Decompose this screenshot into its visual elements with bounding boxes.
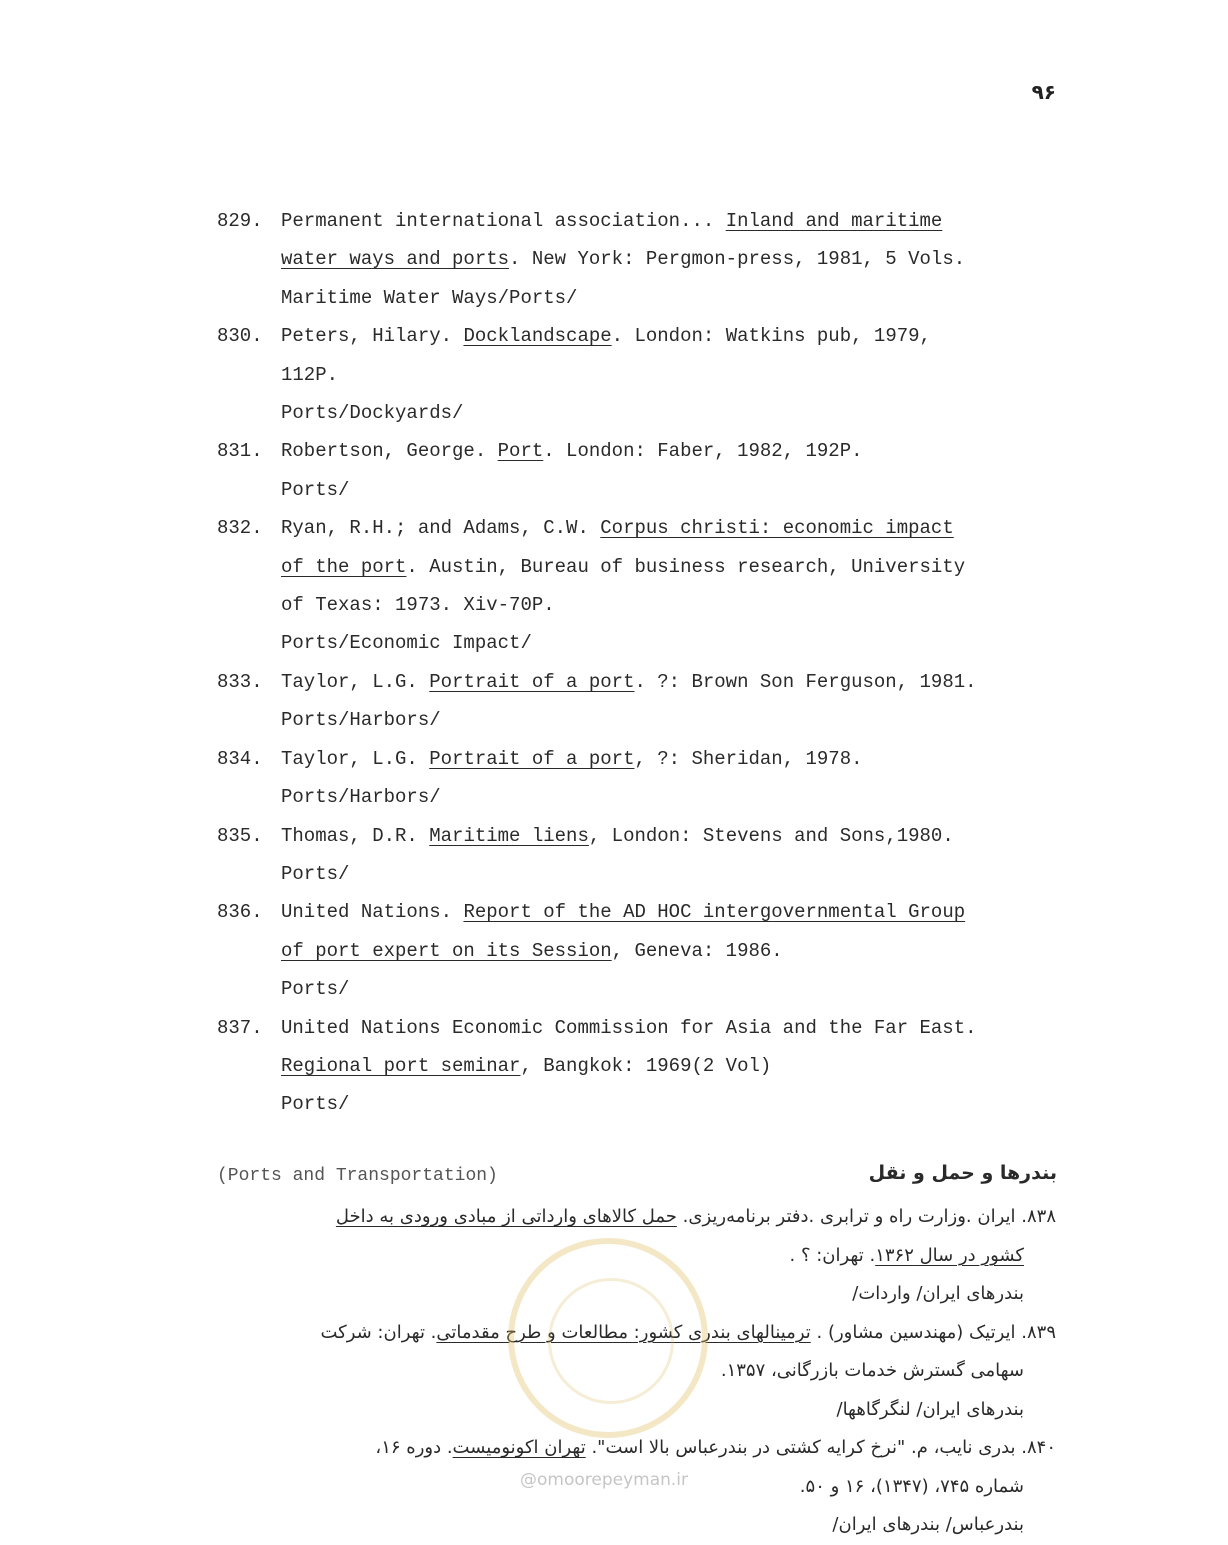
entry-line [281, 1009, 1077, 1047]
entry-title: of the port [281, 555, 407, 578]
entry-body [281, 740, 1077, 817]
entry-text: Ports/Harbors/ [281, 786, 441, 809]
bibliography-entry [217, 509, 1077, 663]
entry-number: 832. [217, 517, 263, 540]
entry-line [281, 663, 1077, 701]
entry-text: Peters, Hilary. [281, 325, 464, 348]
entry-body [281, 432, 1077, 509]
watermark: @omoorepeyman.ir [520, 1470, 689, 1490]
entry-body [281, 663, 1077, 740]
bibliography-list-persian [196, 1198, 1056, 1545]
entry-text: . Austin, Bureau of business research, University [406, 555, 966, 578]
entry-text: United Nations. [281, 901, 464, 924]
section-header [217, 1162, 1057, 1198]
entry-text: Ports/Economic Impact/ [281, 632, 532, 655]
entry-text: بندرعباس/ بندرهای ایران/ [832, 1514, 1024, 1535]
entry-line [281, 394, 1077, 432]
entry-text: . ?: Brown Son Ferguson, 1981. [634, 670, 977, 693]
entry-text: . London: Faber, 1982, 192P. [543, 440, 863, 463]
entry-text: 112P. [281, 363, 339, 386]
entry-text: Ports/ [281, 978, 350, 1001]
entry-text: Ryan, R.H.; and Adams, C.W. [281, 517, 601, 540]
entry-number: 836. [217, 901, 263, 924]
bibliography-list-english [217, 202, 1077, 1124]
entry-line [281, 471, 1077, 509]
entry-title: حمل کالاهای وارداتی از مبادی ورودی به داخل [335, 1206, 677, 1227]
entry-line [281, 893, 1077, 931]
entry-text: Ports/ [281, 862, 350, 885]
entry-title: Docklandscape [463, 325, 612, 348]
page-number: ۹۶ [1031, 80, 1056, 104]
entry-text: Ports/Harbors/ [281, 709, 441, 732]
entry-number: 834. [217, 747, 263, 770]
entry-number: 829. [217, 210, 263, 232]
entry-text: Ports/ [281, 1093, 350, 1116]
bibliography-entry-persian [196, 1314, 1056, 1430]
entry-text: Maritime Water Ways/Ports/ [281, 286, 578, 309]
entry-body [281, 1009, 1077, 1124]
entry-line [196, 1314, 1056, 1353]
entry-title: Portrait of a port [429, 747, 635, 770]
bibliography-entry [217, 817, 1077, 894]
bibliography-entry-persian [196, 1198, 1056, 1314]
entry-number: 831. [217, 440, 263, 463]
entry-text: Taylor, L.G. [281, 747, 430, 770]
entry-body [281, 202, 1077, 317]
bibliography-entry [217, 202, 1077, 317]
entry-line [196, 1506, 1056, 1545]
entry-number: 833. [217, 670, 263, 693]
entry-number: 830. [217, 325, 263, 348]
entry-line [281, 1047, 1077, 1085]
entry-line [281, 1085, 1077, 1123]
entry-title: Portrait of a port [429, 670, 635, 693]
entry-title: Port [497, 440, 544, 463]
entry-line [281, 586, 1077, 624]
entry-text: . تهران: ؟ . [789, 1244, 876, 1266]
entry-line [196, 1429, 1056, 1468]
entry-title: Report of the AD HOC intergovernmental Group [463, 901, 966, 924]
entry-line [281, 778, 1077, 816]
entry-title: Maritime liens [429, 824, 589, 847]
entry-text: , ?: Sheridan, 1978. [634, 747, 863, 770]
entry-title: Inland and maritime [725, 210, 943, 232]
entry-number: 837. [217, 1016, 263, 1039]
entry-text: . دوره ۱۶، [375, 1437, 453, 1458]
entry-line [281, 202, 1077, 240]
entry-line [281, 548, 1077, 586]
entry-title: Regional port seminar [281, 1054, 521, 1077]
entry-title: تهران اکونومیست [452, 1437, 586, 1458]
entry-line [281, 240, 1077, 278]
entry-body [281, 509, 1077, 663]
entry-body [281, 817, 1077, 894]
entry-line [281, 317, 1077, 355]
entry-text: . London: Watkins pub, 1979, [611, 325, 931, 348]
bibliography-entry [217, 432, 1077, 509]
entry-line [281, 356, 1077, 394]
entry-line [281, 701, 1077, 739]
entry-text: United Nations Economic Commission for Asia and the Far East. [281, 1016, 977, 1039]
entry-text: Taylor, L.G. [281, 670, 430, 693]
entry-line [281, 817, 1077, 855]
entry-text: ۸۴۰. بدری نایب، م. "نرخ کرایه کشتی در بندرعباس بالا است". [585, 1437, 1056, 1458]
entry-line [196, 1237, 1056, 1276]
entry-text: شماره ۷۴۵، (۱۳۴۷)، ۱۶ و ۵۰. [799, 1475, 1024, 1497]
entry-text: Thomas, D.R. [281, 824, 430, 847]
entry-line [281, 432, 1077, 470]
section-title-english: (Ports and Transportation) [217, 1166, 498, 1186]
bibliography-entry [217, 663, 1077, 740]
entry-line [281, 855, 1077, 893]
entry-text: Ports/Dockyards/ [281, 402, 464, 425]
entry-line [196, 1352, 1056, 1391]
entry-line [196, 1391, 1056, 1430]
entry-line [281, 509, 1077, 547]
entry-text: , Geneva: 1986. [611, 939, 783, 962]
bibliography-entry [217, 740, 1077, 817]
entry-body [281, 893, 1077, 1008]
entry-text: , Bangkok: 1969(2 Vol) [520, 1054, 772, 1077]
bibliography-entry [217, 893, 1077, 1008]
entry-text: . تهران: شرکت [320, 1321, 437, 1343]
entry-line [281, 932, 1077, 970]
bibliography-entry [217, 317, 1077, 432]
entry-title: water ways and ports [281, 248, 510, 271]
entry-line [281, 740, 1077, 778]
entry-text: Ports/ [281, 478, 350, 501]
entry-text: . New York: Pergmon-press, 1981, 5 Vols. [509, 248, 966, 271]
entry-text: سهامی گسترش خدمات بازرگانی، ۱۳۵۷. [720, 1360, 1024, 1381]
entry-text: بندرهای ایران/ لنگرگاهها/ [836, 1398, 1024, 1420]
entry-line [196, 1198, 1056, 1237]
entry-title: کشور در سال ۱۳۶۲ [875, 1244, 1024, 1266]
entry-line [281, 624, 1077, 662]
entry-title: of port expert on its Session [281, 939, 612, 962]
entry-body [281, 317, 1077, 432]
entry-line [281, 970, 1077, 1008]
entry-text: Permanent international association... [281, 210, 726, 232]
entry-number: 835. [217, 824, 263, 847]
entry-text: Robertson, George. [281, 440, 498, 463]
entry-text: ۸۳۸. ایران .وزارت راه و ترابری .دفتر برنامه‌ریزی. [676, 1206, 1056, 1227]
entry-text: of Texas: 1973. Xiv-70P. [281, 594, 555, 617]
bibliography-entry [217, 1009, 1077, 1124]
entry-title: ترمینالهای بندری کشور: مطالعات و طرح مقدماتی [436, 1321, 811, 1343]
entry-text: ۸۳۹. ایرتیک (مهندسین مشاور) . [810, 1321, 1056, 1343]
entry-title: Corpus christi: economic impact [600, 517, 954, 540]
entry-line [196, 1275, 1056, 1314]
entry-text: بندرهای ایران/ واردات/ [852, 1283, 1024, 1304]
entry-text: , London: Stevens and Sons,1980. [588, 824, 954, 847]
section-title-persian: بندرها و حمل و نقل [868, 1162, 1057, 1184]
entry-line [281, 279, 1077, 317]
